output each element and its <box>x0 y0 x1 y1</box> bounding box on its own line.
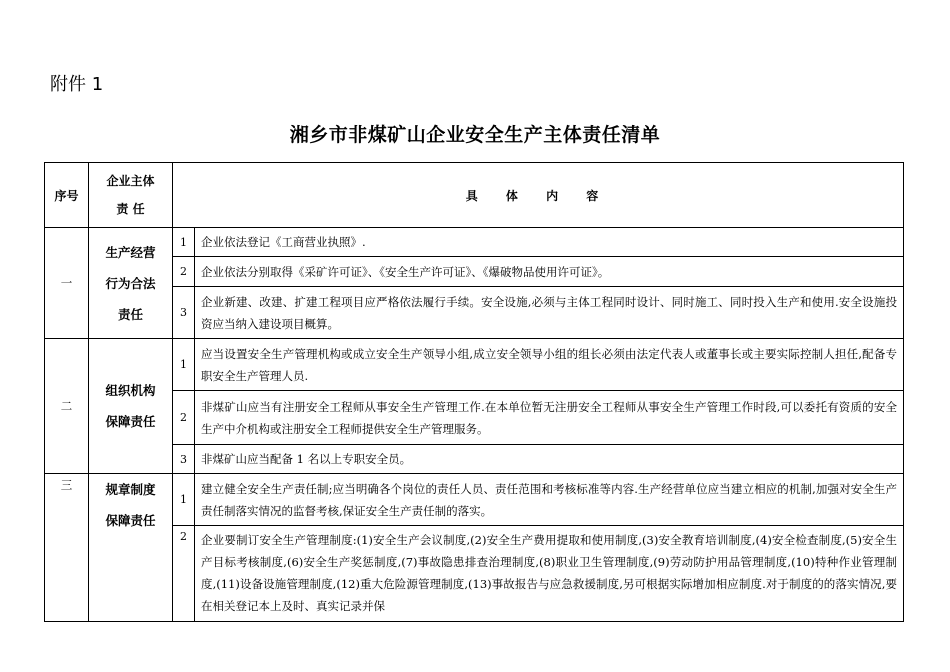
section-subject: 组织机构保障责任 <box>89 339 173 474</box>
table-row <box>45 339 904 391</box>
item-number: 3 <box>173 287 195 339</box>
section-index: 二 <box>45 339 89 474</box>
section-index: 一 <box>45 228 89 339</box>
attachment-label: 附件 1 <box>50 74 104 95</box>
item-text: 企业依法登记《工商营业执照》. <box>195 228 904 257</box>
table-row <box>45 287 904 339</box>
section-subject: 规章制度保障责任 <box>89 474 173 622</box>
table-row <box>45 474 904 526</box>
header-index: 序号 <box>45 163 89 228</box>
item-text: 企业依法分别取得《采矿许可证》、《安全生产许可证》、《爆破物品使用许可证》。 <box>195 257 904 287</box>
table-row <box>45 445 904 474</box>
item-number: 1 <box>173 339 195 391</box>
table-row <box>45 228 904 257</box>
item-text: 非煤矿山应当配备 1 名以上专职安全员。 <box>195 445 904 474</box>
table-row <box>45 257 904 287</box>
item-number: 3 <box>173 445 195 474</box>
section-subject: 生产经营行为合法责任 <box>89 228 173 339</box>
header-subject: 企业主体责 任 <box>89 163 173 228</box>
item-text: 应当设置安全生产管理机构或成立安全生产领导小组,成立安全领导小组的组长必须由法定代表人或董事长或主要实际控制人担任,配备专职安全生产管理人员. <box>195 339 904 391</box>
responsibility-table <box>44 162 904 622</box>
table-header-row <box>45 163 904 228</box>
section-index: 三 <box>45 474 89 622</box>
item-text: 非煤矿山应当有注册安全工程师从事安全生产管理工作.在本单位暂无注册安全工程师从事安全生产管理工作时段,可以委托有资质的安全生产中介机构或注册安全工程师提供安全生产管理服务。 <box>195 391 904 445</box>
item-number: 2 <box>173 257 195 287</box>
item-number: 1 <box>173 228 195 257</box>
item-number: 1 <box>173 474 195 526</box>
document-title: 湘乡市非煤矿山企业安全生产主体责任清单 <box>289 124 661 146</box>
table-row <box>45 526 904 622</box>
item-number: 2 <box>173 391 195 445</box>
item-number: 2 <box>173 526 195 622</box>
header-content: 具 体 内 容 <box>173 163 904 228</box>
item-text: 建立健全安全生产责任制;应当明确各个岗位的责任人员、责任范围和考核标准等内容.生产经营单位应当建立相应的机制,加强对安全生产责任制落实情况的监督考核,保证安全生产责任制的落实。 <box>195 474 904 526</box>
item-text: 企业新建、改建、扩建工程项目应严格依法履行手续。安全设施,必须与主体工程同时设计、同时施工、同时投入生产和使用.安全设施投资应当纳入建设项目概算。 <box>195 287 904 339</box>
table-row <box>45 391 904 445</box>
item-text: 企业要制订安全生产管理制度:(1)安全生产会议制度,(2)安全生产费用提取和使用制度,(3)安全教育培训制度,(4)安全检查制度,(5)安全生产目标考核制度,(6)安全生产奖惩制度,(7)事故隐患排查治理制度,(8)职业卫生管理制度,(9)劳动防护用品管理制度,(10)特种作业管理制度,(11)设备设施管理制度,(12)重大危险源管理制度,(13)事故报告与应急救援制度,另可根据实际增加相应制度.对于制度的的落实情况,要在相关登记本上及时、真实记录并保 <box>195 526 904 622</box>
